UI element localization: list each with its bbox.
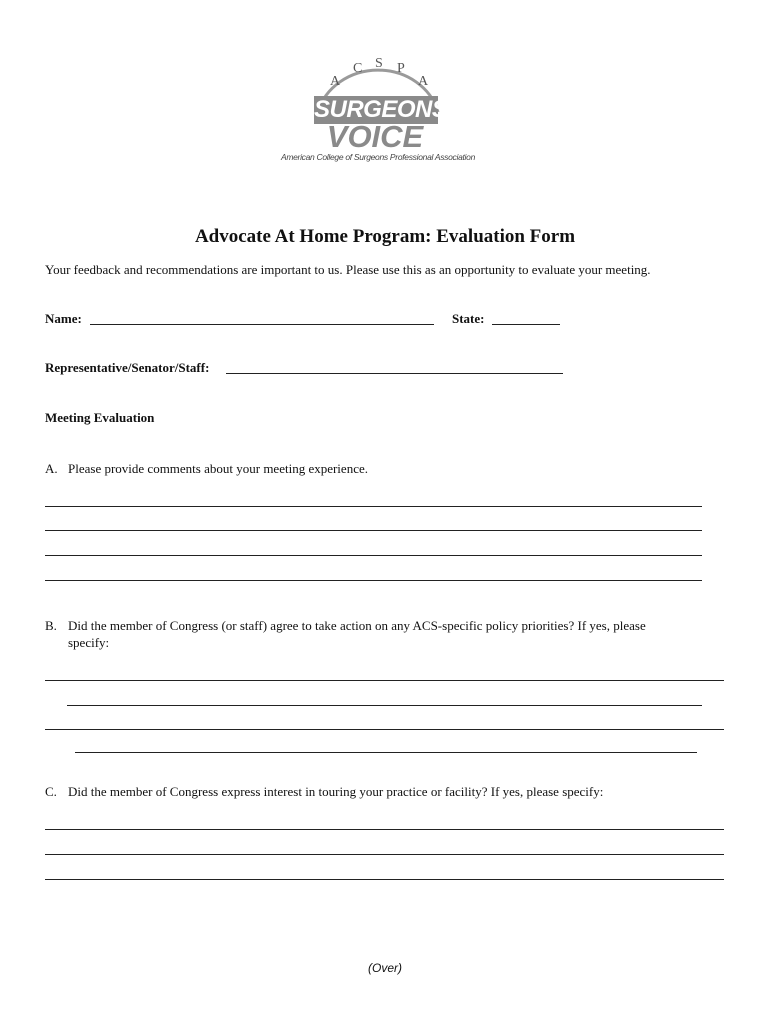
answer-b-line-2[interactable] xyxy=(67,705,702,706)
question-c-text: Did the member of Congress express interest in touring your practice or facility? If yes, please specify: xyxy=(68,784,604,799)
answer-a-line-1[interactable] xyxy=(45,506,702,507)
answer-a-line-2[interactable] xyxy=(45,530,702,531)
meeting-evaluation-heading: Meeting Evaluation xyxy=(45,410,155,425)
question-b-letter: B. xyxy=(45,618,57,633)
answer-a-line-3[interactable] xyxy=(45,555,702,556)
question-b-text-line2: specify: xyxy=(68,635,110,650)
logo-surgeons-text: SURGEONS xyxy=(314,96,448,123)
answer-a-line-4[interactable] xyxy=(45,580,702,581)
logo-voice-text: VOICE xyxy=(326,119,424,154)
name-field-line[interactable] xyxy=(90,324,434,325)
state-label: State: xyxy=(452,311,485,326)
answer-b-line-4[interactable] xyxy=(75,752,697,753)
name-label: Name: xyxy=(45,311,82,326)
representative-label: Representative/Senator/Staff: xyxy=(45,360,210,375)
representative-field-line[interactable] xyxy=(226,373,563,374)
question-b-text-line1: Did the member of Congress (or staff) agree to take action on any ACS-specific policy priorities? If yes, please xyxy=(68,618,646,633)
answer-c-line-2[interactable] xyxy=(45,854,724,855)
logo-arc-letter-c: C xyxy=(353,61,363,76)
logo-arc-letter-s: S xyxy=(375,56,383,71)
answer-b-line-1[interactable] xyxy=(45,680,724,681)
form-intro: Your feedback and recommendations are important to us. Please use this as an opportunity to evaluate your meeting. xyxy=(45,262,651,277)
question-a-letter: A. xyxy=(45,461,58,476)
answer-c-line-3[interactable] xyxy=(45,879,724,880)
answer-b-line-3[interactable] xyxy=(45,729,724,730)
state-field-line[interactable] xyxy=(492,324,560,325)
question-c-letter: C. xyxy=(45,784,57,799)
logo-caption: American College of Surgeons Professional Association xyxy=(280,152,476,162)
logo-arc-letter-a2: A xyxy=(418,74,429,89)
logo-arc-letter-a: A xyxy=(330,74,341,89)
over-page-note: (Over) xyxy=(368,961,402,975)
answer-c-line-1[interactable] xyxy=(45,829,724,830)
logo-arc-letter-p: P xyxy=(397,61,405,76)
form-title: Advocate At Home Program: Evaluation Form xyxy=(194,226,576,247)
question-a-text: Please provide comments about your meeting experience. xyxy=(68,461,368,476)
acspa-surgeons-voice-logo xyxy=(278,52,478,170)
